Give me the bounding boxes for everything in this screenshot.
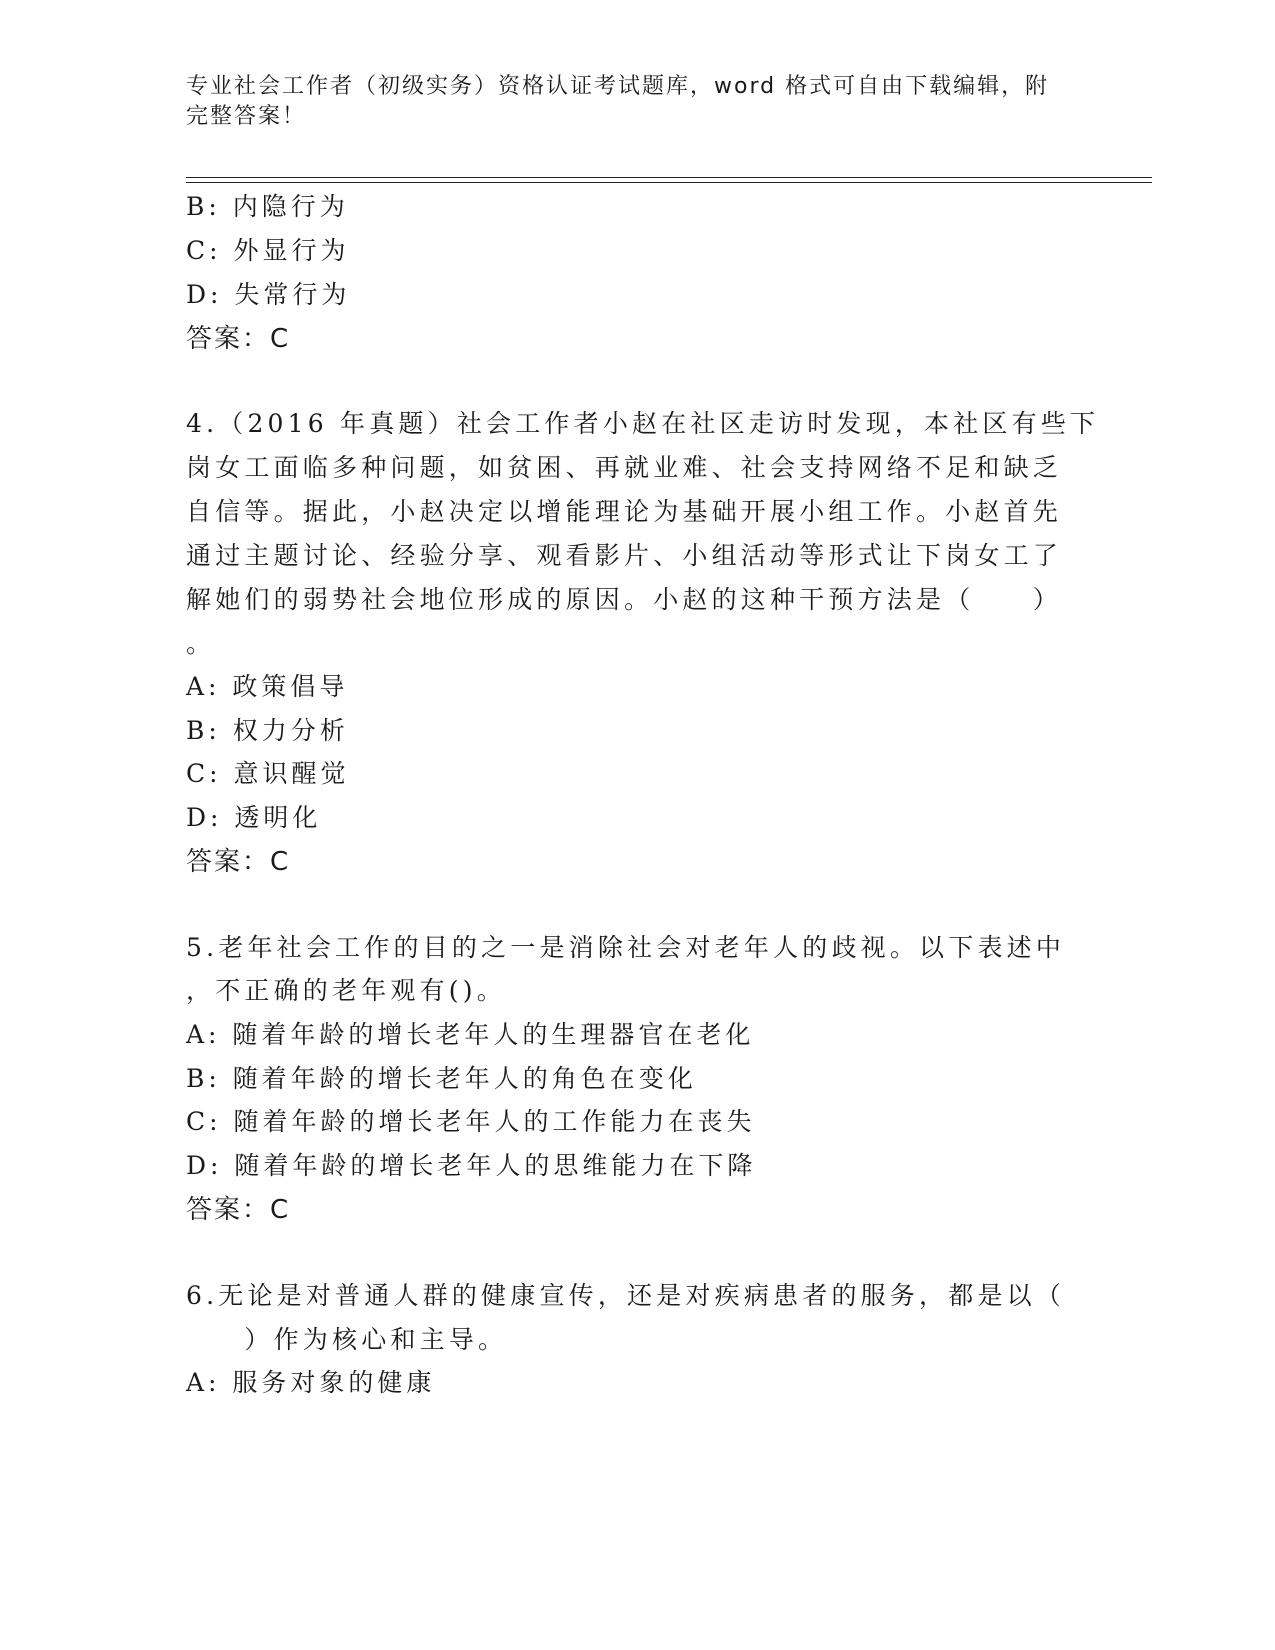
header-divider-top [186, 177, 1152, 178]
q5-stem-line: ，不正确的老年观有()。 [186, 976, 506, 1005]
page-header [186, 72, 1066, 132]
q3-option-d: D: 失常行为 [186, 280, 351, 309]
q5-option-b: B: 随着年龄的增长老年人的角色在变化 [186, 1064, 697, 1093]
header-line-2: 完整答案！ [186, 104, 307, 129]
q4-stem-line: 解她们的弱势社会地位形成的原因。小赵的这种干预方法是（ ） [186, 585, 1063, 614]
q4-option-a: A: 政策倡导 [186, 672, 349, 701]
q4-stem-line: 。 [186, 629, 216, 658]
q4-stem-line: 4.（2016 年真题）社会工作者小赵在社区走访时发现，本社区有些下 [186, 409, 1100, 438]
q5-option-d: D: 随着年龄的增长老年人的思维能力在下降 [186, 1151, 757, 1180]
q4-stem-line: 岗女工面临多种问题，如贫困、再就业难、社会支持网络不足和缺乏 [186, 453, 1063, 482]
q4-option-c: C: 意识醒觉 [186, 759, 350, 788]
q5-option-a: A: 随着年龄的增长老年人的生理器官在老化 [186, 1020, 755, 1049]
q3-answer: 答案：C [186, 324, 291, 354]
q5-option-c: C: 随着年龄的增长老年人的工作能力在丧失 [186, 1107, 756, 1136]
q3-option-c: C: 外显行为 [186, 236, 350, 265]
q4-stem-line: 通过主题讨论、经验分享、观看影片、小组活动等形式让下岗女工了 [186, 541, 1063, 570]
header-line-1: 专业社会工作者（初级实务）资格认证考试题库，word 格式可自由下载编辑，附 [186, 74, 1050, 99]
q5-answer: 答案：C [186, 1195, 291, 1225]
q4-option-d: D: 透明化 [186, 803, 322, 832]
q5-stem-line: 5.老年社会工作的目的之一是消除社会对老年人的歧视。以下表述中 [186, 933, 1066, 962]
q6-option-a: A: 服务对象的健康 [186, 1368, 436, 1397]
q4-option-b: B: 权力分析 [186, 716, 349, 745]
header-divider-bottom [186, 182, 1152, 183]
q3-option-b: B: 内隐行为 [186, 192, 349, 221]
q4-answer: 答案：C [186, 847, 291, 877]
q4-stem-line: 自信等。据此，小赵决定以增能理论为基础开展小组工作。小赵首先 [186, 497, 1063, 526]
q6-stem-line: ）作为核心和主导。 [186, 1325, 508, 1354]
q6-stem-line: 6.无论是对普通人群的健康宣传，还是对疾病患者的服务，都是以（ [186, 1281, 1066, 1310]
